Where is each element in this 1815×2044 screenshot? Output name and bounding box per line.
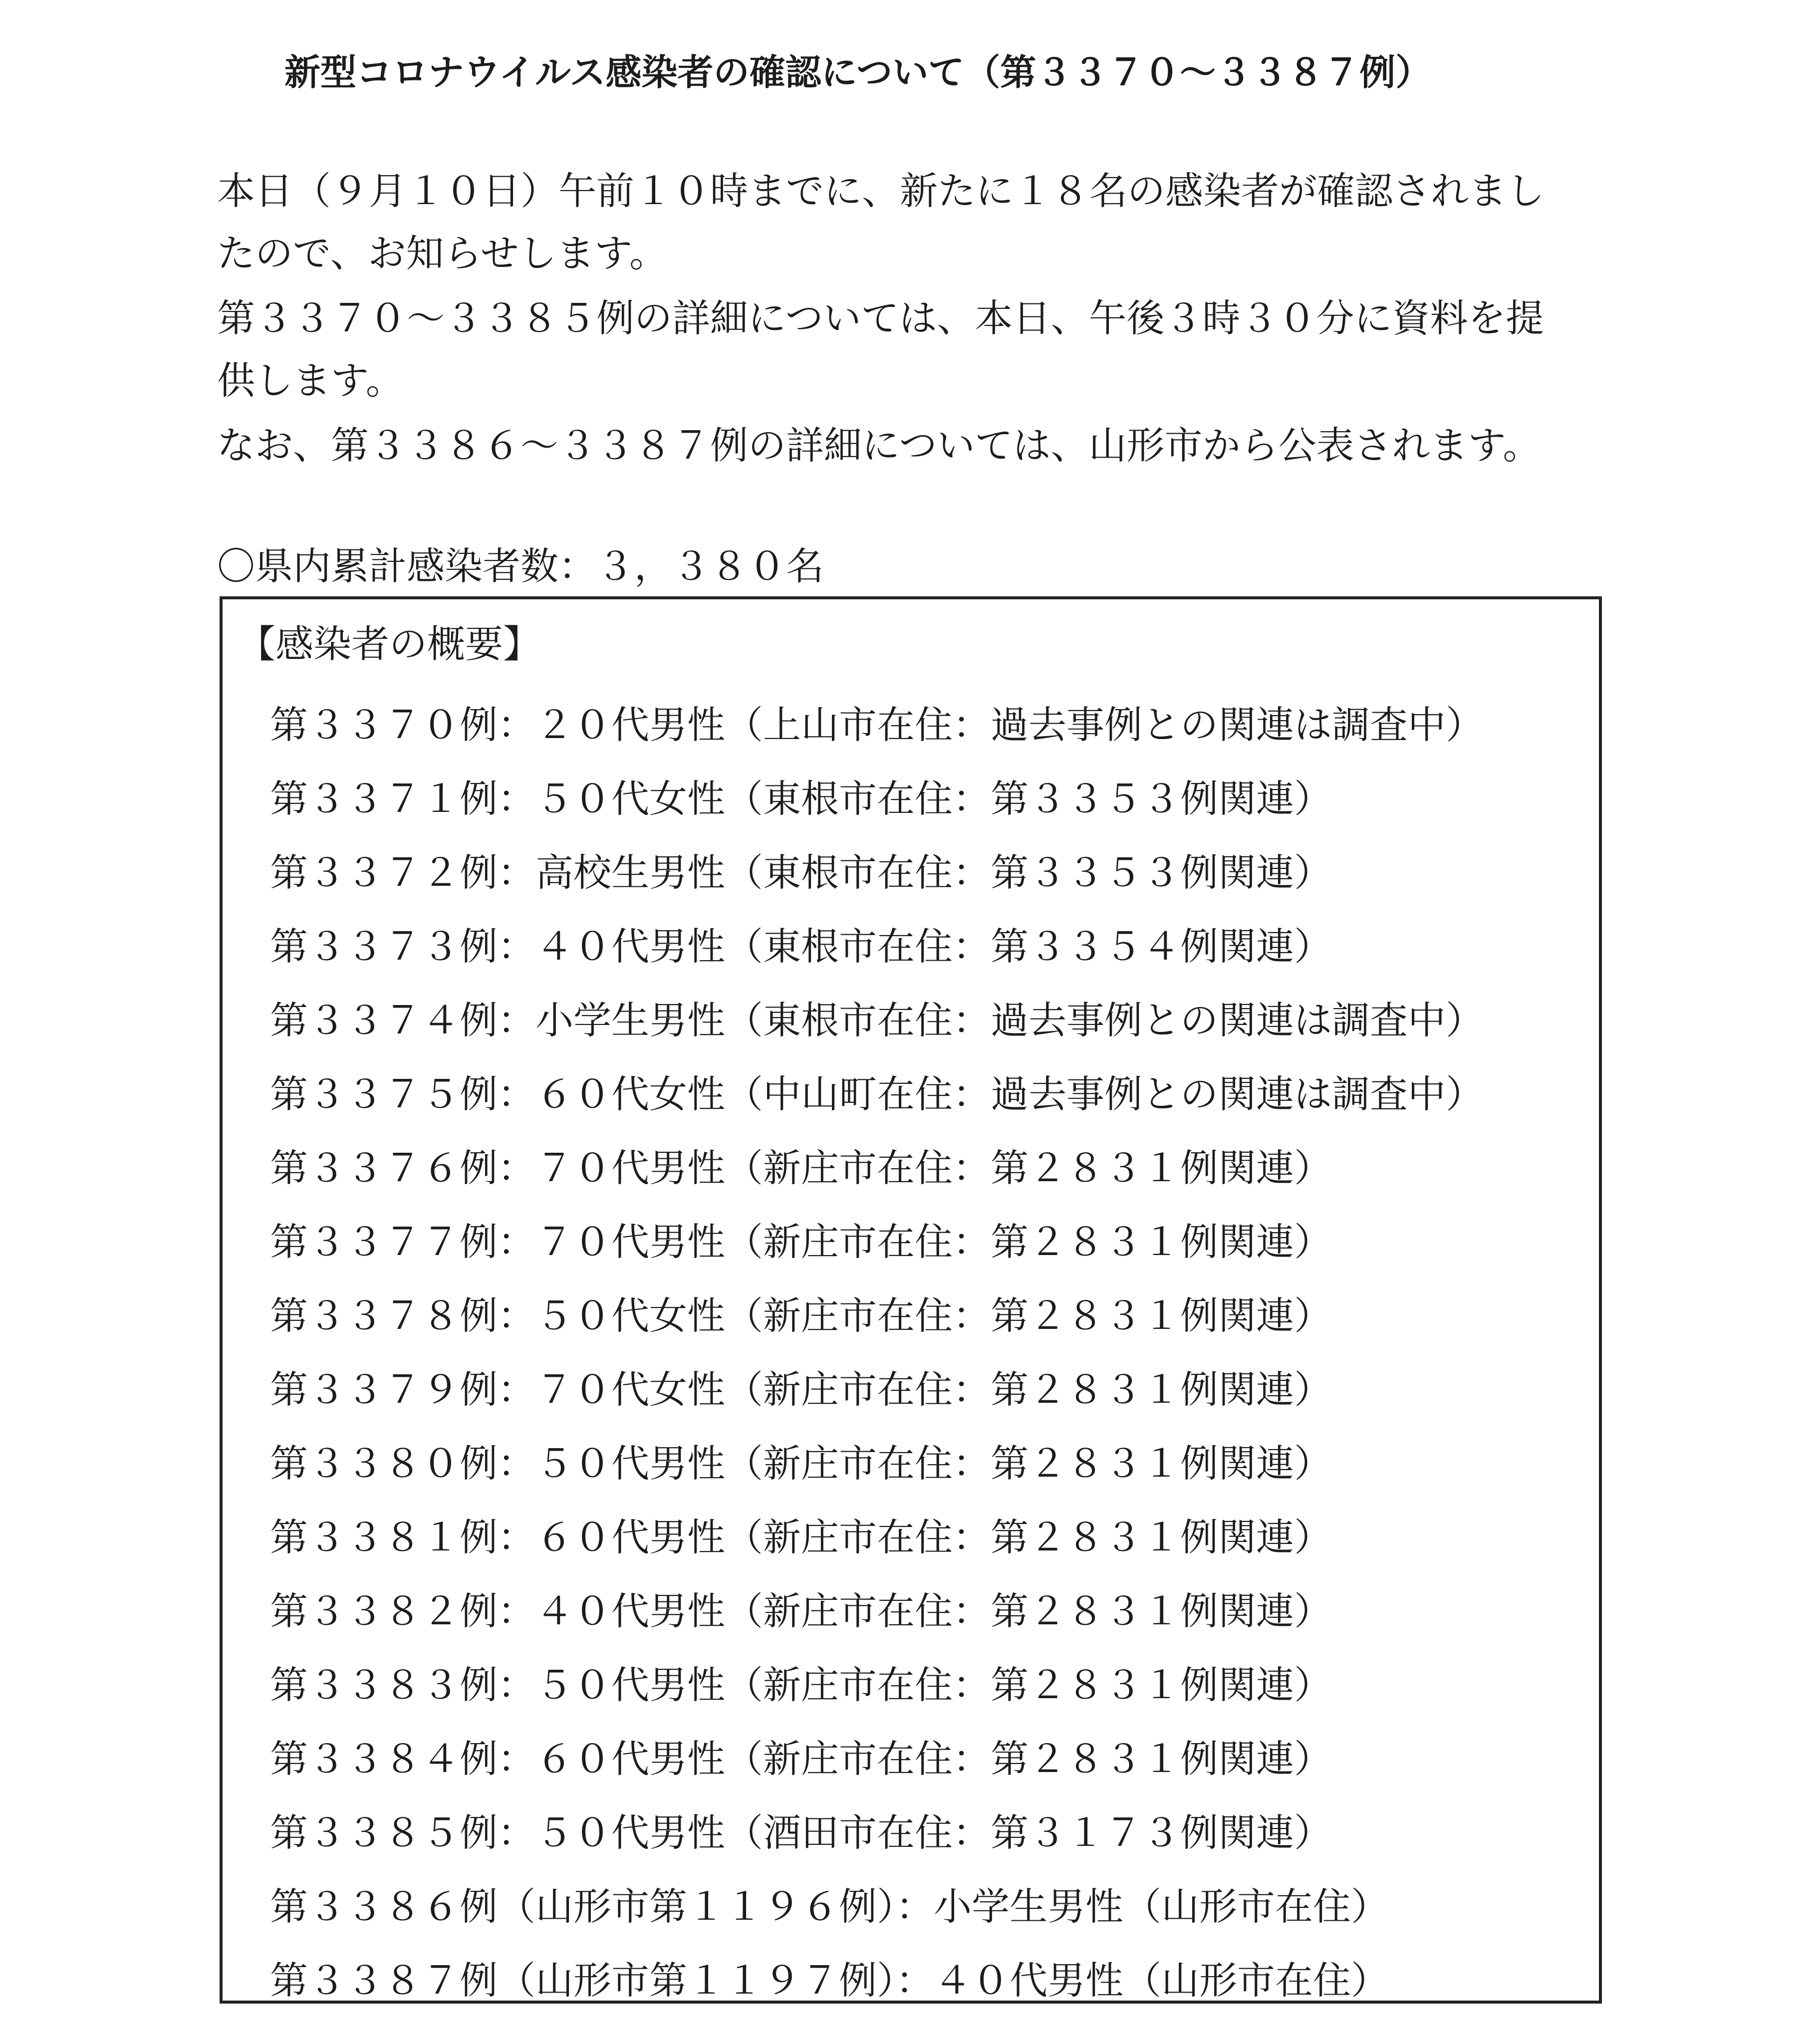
paragraph-confirmation	[217, 160, 1614, 284]
case-item: 第３３７８例：５０代女性（新庄市在住：第２８３１例関連）	[270, 1293, 1332, 1338]
case-item: 第３３７４例：小学生男性（東根市在住：過去事例との関連は調査中）	[270, 998, 1484, 1042]
case-item: 第３３８５例：５０代男性（酒田市在住：第３１７３例関連）	[270, 1810, 1332, 1855]
paragraph-line: 供します。	[217, 358, 404, 403]
case-list	[270, 688, 1484, 2018]
case-item: 第３３８１例：６０代男性（新庄市在住：第２８３１例関連）	[270, 1515, 1332, 1559]
paragraph-line: なお、第３３８６～３３８７例の詳細については、山形市から公表されます。	[217, 423, 1541, 468]
case-summary-heading: 【感染者の概要】	[238, 622, 541, 666]
cumulative-total: 〇県内累計感染者数：３，３８０名	[217, 544, 824, 588]
case-item: 第３３７６例：７０代男性（新庄市在住：第２８３１例関連）	[270, 1146, 1332, 1190]
paragraph-yamagata-city-note	[217, 414, 1614, 477]
case-item: 第３３７２例：高校生男性（東根市在住：第３３５３例関連）	[270, 850, 1332, 895]
paragraph-line: 本日（９月１０日）午前１０時までに、新たに１８名の感染者が確認されまし	[217, 169, 1545, 213]
case-item: 第３３８２例：４０代男性（新庄市在住：第２８３１例関連）	[270, 1589, 1332, 1633]
case-item: 第３３８３例：５０代男性（新庄市在住：第２８３１例関連）	[270, 1663, 1332, 1707]
case-item: 第３３７５例：６０代女性（中山町在住：過去事例との関連は調査中）	[270, 1072, 1484, 1116]
case-item: 第３３８６例（山形市第１１９６例）：小学生男性（山形市在住）	[270, 1884, 1389, 1929]
page-title: 新型コロナウイルス感染者の確認について（第３３７０～３３８７例）	[284, 51, 1432, 93]
paragraph-line: たので、お知らせします。	[217, 231, 668, 275]
case-summary-box	[220, 596, 1602, 2004]
case-item: 第３３８４例：６０代男性（新庄市在住：第２８３１例関連）	[270, 1737, 1332, 1781]
case-item: 第３３７３例：４０代男性（東根市在住：第３３５４例関連）	[270, 924, 1332, 969]
case-item: 第３３７９例：７０代女性（新庄市在住：第２８３１例関連）	[270, 1367, 1332, 1412]
case-item: 第３３８０例：５０代男性（新庄市在住：第２８３１例関連）	[270, 1441, 1332, 1486]
case-item: 第３３８７例（山形市第１１９７例）：４０代男性（山形市在住）	[270, 1958, 1389, 2003]
case-item: 第３３７１例：５０代女性（東根市在住：第３３５３例関連）	[270, 776, 1332, 821]
case-item: 第３３７０例：２０代男性（上山市在住：過去事例との関連は調査中）	[270, 703, 1484, 747]
paragraph-details-release	[217, 287, 1614, 412]
paragraph-line: 第３３７０～３３８５例の詳細については、本日、午後３時３０分に資料を提	[217, 296, 1544, 340]
case-item: 第３３７７例：７０代男性（新庄市在住：第２８３１例関連）	[270, 1220, 1332, 1264]
